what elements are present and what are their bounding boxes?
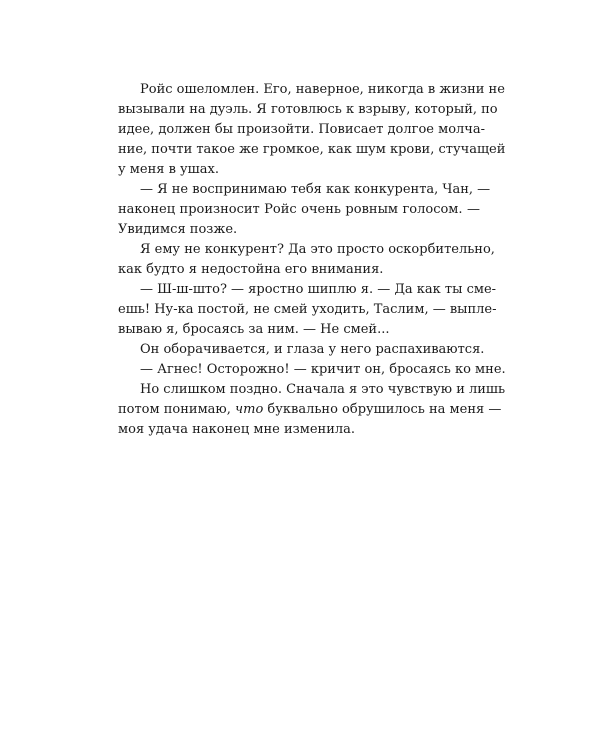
text-line: вываю я, бросаясь за ним. — Не смей... [118,322,390,337]
text-line: моя удача наконец мне изменила. [118,422,356,437]
text-line: Я ему не конкурент? Да это просто оскорбительно, [140,242,495,257]
text-line: вызывали на дуэль. Я готовлюсь к взрыву, который, по [118,102,498,117]
text-line: — Агнес! Осторожно! — кричит он, бросаясь ко мне. [140,362,506,377]
text-line: ние, почти такое же громкое, как шум крови, стучащей [118,142,506,157]
text-line: как будто я недостойна его внимания. [118,262,384,277]
text-line: потом понимаю, что буквально обрушилось на меня — [118,402,502,417]
text-line: у меня в ушах. [118,162,219,177]
text-line: ешь! Ну-ка постой, не смей уходить, Таслим, — выпле- [118,302,497,317]
text-line: Он оборачивается, и глаза у него распахиваются. [140,342,485,357]
emphasis-word: что [235,402,264,417]
text-line: Но слишком поздно. Сначала я это чувствую и лишь [140,382,506,397]
text-line: — Ш-ш-што? — яростно шиплю я. — Да как ты сме- [140,282,497,297]
text-line: наконец произносит Ройс очень ровным голосом. — [118,202,480,217]
text-line: Увидимся позже. [118,222,238,237]
text-line: — Я не воспринимаю тебя как конкурента, Чан, — [140,182,491,197]
text-line: Ройс ошеломлен. Его, наверное, никогда в жизни не [140,82,505,97]
text-line: идее, должен бы произойти. Повисает долгое молча- [118,122,486,137]
